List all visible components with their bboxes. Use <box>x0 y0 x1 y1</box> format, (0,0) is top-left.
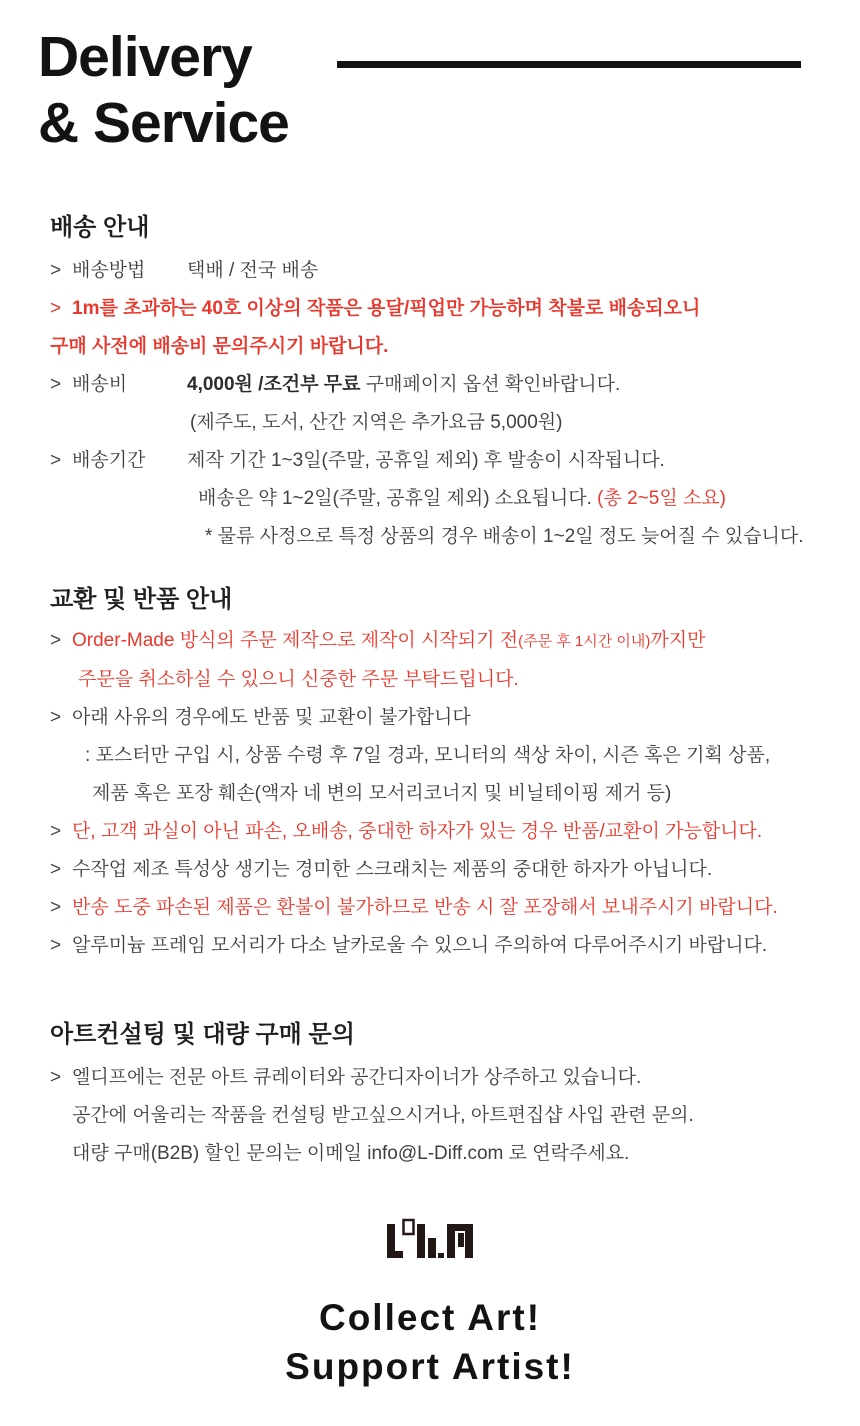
chevron-bullet-icon: > <box>50 897 62 918</box>
shipping-fee-label: 배송비 <box>72 374 128 395</box>
order-made-line1 <box>50 622 860 661</box>
order-made-text-small: (주문 후 1시간 이내) <box>518 633 651 650</box>
frame-caution-row <box>50 927 860 965</box>
oversize-notice-text2: 구매 사전에 배송비 문의주시기 바랍니다. <box>50 336 389 357</box>
shipping-method-row <box>50 252 860 290</box>
order-made-text-post: 까지만 <box>650 630 706 651</box>
footer-logo <box>0 1217 860 1263</box>
shipping-period-total-days: (총 2~5일 소요) <box>597 488 726 509</box>
order-made-text2: 주문을 취소하실 수 있으니 신중한 주문 부탁드립니다. <box>78 669 519 690</box>
shipping-heading: 배송 안내 <box>50 214 150 241</box>
chevron-bullet-icon: > <box>50 630 62 651</box>
section-shipping <box>0 212 860 556</box>
chevron-bullet-icon: > <box>50 707 62 728</box>
consulting-line3-row <box>50 1135 860 1173</box>
chevron-bullet-icon: > <box>50 1067 62 1088</box>
shipping-period-line2 <box>50 480 860 518</box>
shipping-fee-row <box>50 366 860 404</box>
shipping-fee-amount: 4,000원 /조건부 무료 <box>187 374 361 395</box>
shipping-method-label: 배송방법 <box>72 260 146 281</box>
no-return-intro-text: 아래 사유의 경우에도 반품 및 교환이 불가합니다 <box>72 707 471 728</box>
return-shipping-notice-text: 반송 도중 파손된 제품은 환불이 불가하므로 반송 시 잘 포장해서 보내주시기 바랍니다. <box>72 897 778 918</box>
no-return-detail2-text: 제품 혹은 포장 훼손(액자 네 변의 모서리코너지 및 비닐테이핑 제거 등) <box>92 783 672 804</box>
frame-caution-text: 알루미늄 프레임 모서리가 다소 날카로울 수 있으니 주의하여 다루어주시기 바랍니다. <box>72 935 768 956</box>
slogan-line1: Collect Art! <box>318 1297 542 1338</box>
consulting-line2-text: 공간에 어울리는 작품을 컨설팅 받고싶으시거나, 아트편집샵 사입 관련 문의. <box>72 1105 694 1126</box>
section-consulting <box>0 1019 860 1173</box>
no-return-intro-row <box>50 699 860 737</box>
shipping-period-text2: 배송은 약 1~2일(주말, 공휴일 제외) 소요됩니다. <box>198 488 598 509</box>
chevron-bullet-icon: > <box>50 260 62 281</box>
no-return-detail1-text: : 포스터만 구입 시, 상품 수령 후 7일 경과, 모니터의 색상 차이, 시즌 혹은 기획 상품, <box>85 745 771 766</box>
title-rule <box>337 61 801 68</box>
chevron-bullet-icon: > <box>50 935 62 956</box>
consulting-line1-text: 엘디프에는 전문 아트 큐레이터와 공간디자이너가 상주하고 있습니다. <box>72 1067 642 1088</box>
ldiff-logo-icon <box>387 1217 473 1263</box>
returns-heading: 교환 및 반품 안내 <box>50 586 233 613</box>
page-title-line2: & Service <box>38 91 289 155</box>
oversize-notice-line1 <box>50 290 860 328</box>
consulting-heading: 아트컨설팅 및 대량 구매 문의 <box>50 1021 355 1048</box>
order-made-text-pre: Order-Made 방식의 주문 제작으로 제작이 시작되기 전 <box>72 630 519 651</box>
order-made-line2 <box>50 661 860 699</box>
shipping-surcharge-text: (제주도, 도서, 산간 지역은 추가요금 5,000원) <box>190 412 563 433</box>
chevron-bullet-icon: > <box>50 859 62 880</box>
scratch-notice-text: 수작업 제조 특성상 생기는 경미한 스크래치는 제품의 중대한 하자가 아닙니다. <box>72 859 713 880</box>
consulting-line3-pre: 대량 구매(B2B) 할인 문의는 이메일 <box>72 1143 368 1164</box>
no-return-detail2-row <box>50 775 860 813</box>
oversize-notice-text1: 1m를 초과하는 40호 이상의 작품은 용달/픽업만 가능하며 착불로 배송되오니 <box>72 298 701 319</box>
contact-email: info@L-Diff.com <box>367 1143 504 1164</box>
consulting-line1-row <box>50 1059 860 1097</box>
exception-notice-text: 단, 고객 과실이 아닌 파손, 오배송, 중대한 하자가 있는 경우 반품/교환이 가능합니다. <box>72 821 763 842</box>
page-header <box>0 0 860 212</box>
exception-notice-row <box>50 813 860 851</box>
page-title-line1: Delivery <box>38 25 252 89</box>
consulting-line2-row <box>50 1097 860 1135</box>
shipping-period-value: 제작 기간 1~3일(주말, 공휴일 제외) 후 발송이 시작됩니다. <box>187 450 665 471</box>
chevron-bullet-icon: > <box>50 450 62 471</box>
oversize-notice-line2 <box>50 328 860 366</box>
no-return-detail1-row <box>50 737 860 775</box>
slogan <box>0 1293 860 1391</box>
chevron-bullet-icon: > <box>50 298 62 319</box>
scratch-notice-row <box>50 851 860 889</box>
chevron-bullet-icon: > <box>50 374 62 395</box>
slogan-line2: Support Artist! <box>285 1346 575 1387</box>
shipping-surcharge-note <box>50 404 860 442</box>
shipping-period-label: 배송기간 <box>72 450 146 471</box>
section-returns <box>0 584 860 965</box>
shipping-period-text3: * 물류 사정으로 특정 상품의 경우 배송이 1~2일 정도 늦어질 수 있습니다. <box>205 526 804 547</box>
chevron-bullet-icon: > <box>50 821 62 842</box>
return-shipping-notice-row <box>50 889 860 927</box>
shipping-period-row <box>50 442 860 480</box>
shipping-method-value: 택배 / 전국 배송 <box>187 260 319 281</box>
consulting-line3-post: 로 연락주세요. <box>503 1143 630 1164</box>
shipping-fee-rest: 구매페이지 옵션 확인바랍니다. <box>360 374 621 395</box>
shipping-period-line3 <box>50 518 860 556</box>
